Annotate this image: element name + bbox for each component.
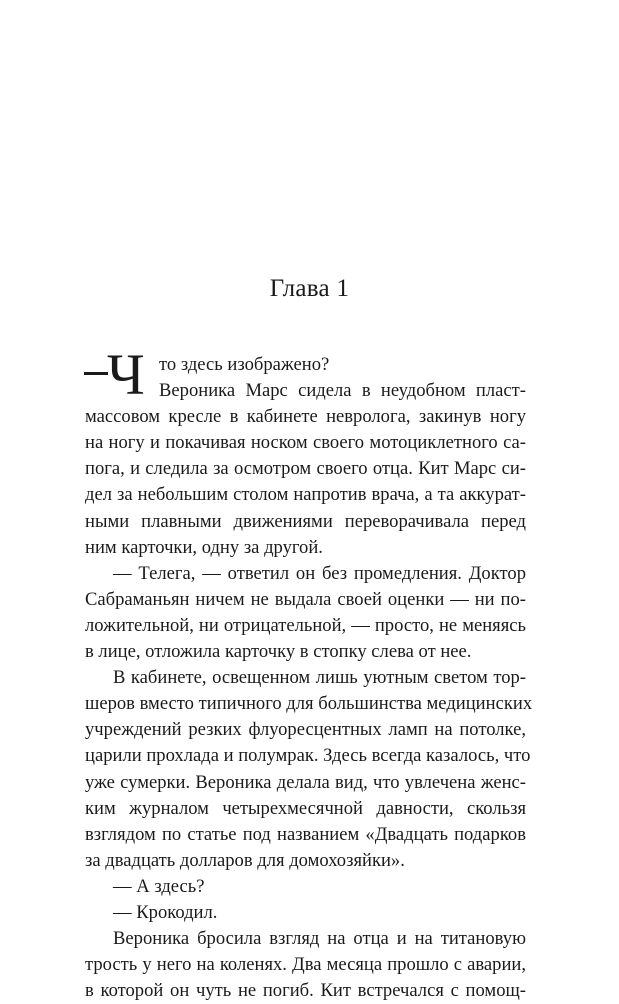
text-line: Вероника бросила взгляд на отца и на титановую: [113, 928, 526, 950]
text-line: Сабраманьян ничем не выдала своей оценки — ни по-: [85, 588, 526, 610]
text-line: ными плавными движениями переворачивала перед: [85, 510, 526, 532]
text-line: пога, и следила за осмотром своего отца. Кит Марс си-: [85, 458, 526, 480]
text-line: царили прохлада и полумрак. Здесь всегда казалось, что: [85, 745, 531, 767]
text-line: — Крокодил.: [113, 901, 218, 923]
text-line: — Телега, — ответил он без промедления. Доктор: [113, 562, 526, 584]
text-line: учреждений резких флуоресцентных ламп на потолке,: [85, 719, 526, 741]
dialogue-dash: [84, 372, 108, 375]
text-line: — А здесь?: [113, 875, 205, 897]
chapter-title: Глава 1: [269, 275, 350, 302]
chapter-text: [85, 342, 533, 1004]
text-line: Вероника Марс сидела в неудобном пласт-: [159, 380, 526, 402]
text-line: взглядом по статье под названием «Двадцать подарков: [85, 823, 526, 845]
text-line: то здесь изображено?: [159, 354, 330, 375]
text-line: В кабинете, освещенном лишь уютным светом тор-: [113, 667, 526, 689]
text-line: ним карточки, одну за другой.: [85, 536, 323, 558]
text-line: массовом кресле в кабинете невролога, закинув ногу: [85, 406, 526, 428]
text-line: на ногу и покачивая носком своего мотоциклетного са-: [85, 432, 526, 454]
text-line: за двадцать долларов для домохозяйки».: [85, 849, 405, 871]
drop-cap: Ч: [107, 342, 145, 407]
text-line: ложительной, ни отрицательной, — просто, не меняясь: [85, 614, 526, 636]
text-line: ким журналом четырехмесячной давности, скользя: [85, 797, 526, 819]
text-line: шеров вместо типичного для большинства медицинских: [85, 693, 533, 715]
text-line: в которой он чуть не погиб. Кит встречался с помощ-: [85, 980, 526, 1002]
text-line: в лице, отложила карточку в стопку слева от нее.: [85, 641, 472, 663]
text-line: уже сумерки. Вероника делала вид, что увлечена женс-: [85, 771, 526, 793]
opening-paragraph: [85, 342, 526, 407]
text-line: трость у него на коленях. Два месяца прошло с аварии,: [85, 954, 526, 976]
text-line: дел за небольшим столом напротив врача, а та аккурат-: [85, 484, 526, 506]
